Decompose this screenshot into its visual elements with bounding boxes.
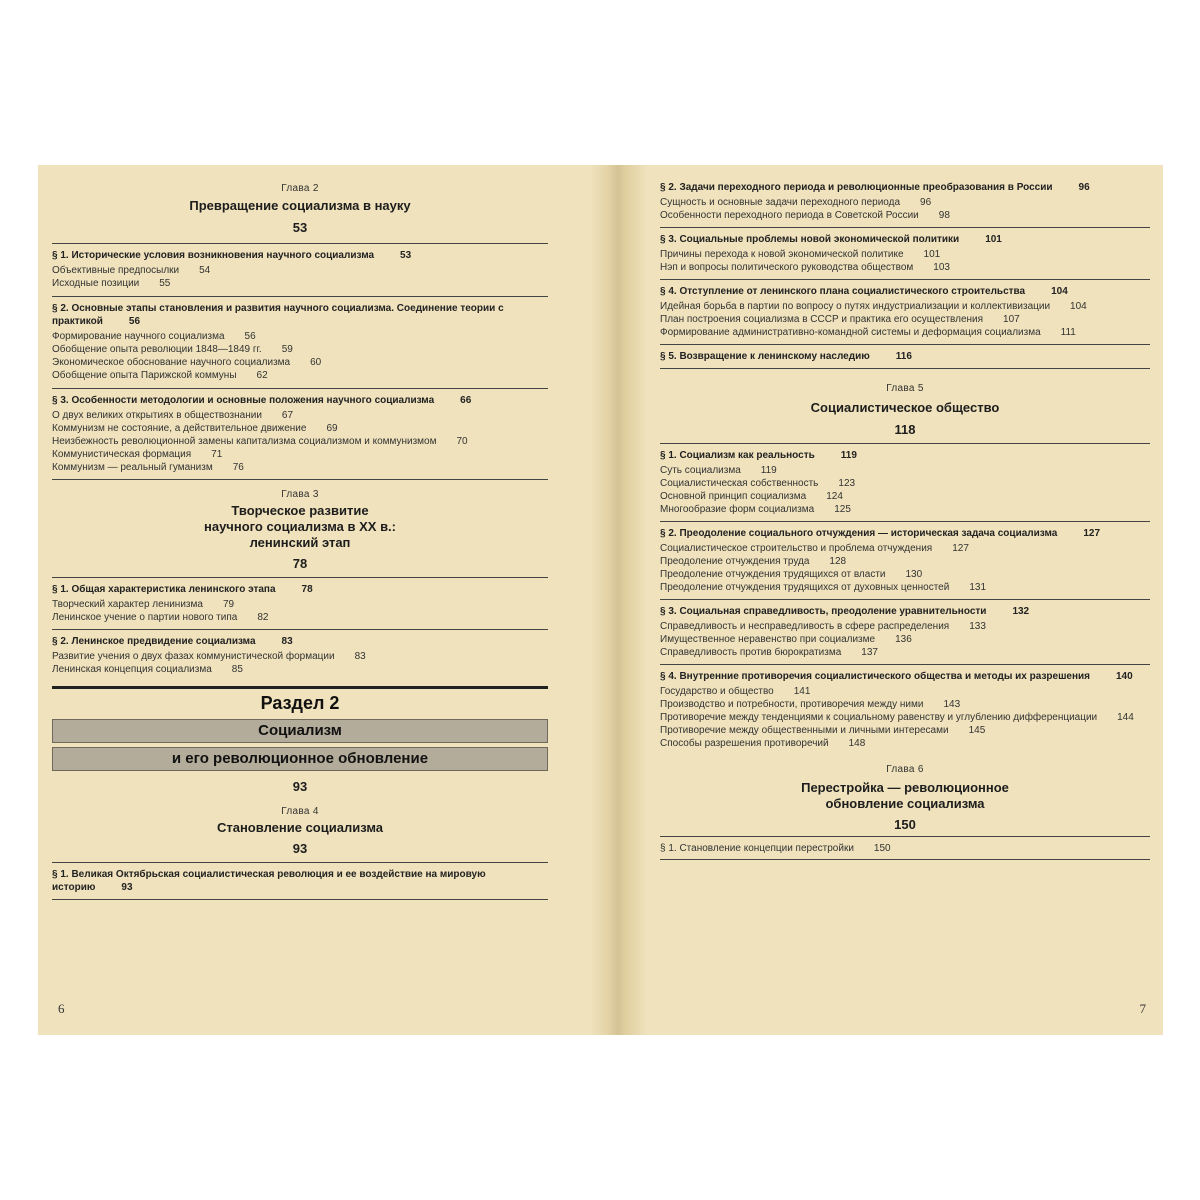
chapter-page: 150 [894,817,916,832]
toc-entry: Имущественное неравенство при социализме 136 [660,634,912,645]
book-gutter [591,165,647,1035]
toc-entry: Особенности переходного периода в Советской России 98 [660,210,950,221]
toc-entry: Производство и потребности, противоречия между ними 143 [660,699,961,710]
toc-entry: Преодоление отчуждения труда 128 [660,556,847,567]
part-page: 93 [292,779,308,794]
toc-entry: Формирование научного социализма 56 [52,331,256,342]
toc-entry: Способы разрешения противоречий 148 [660,738,866,749]
toc-entry: Нэп и вопросы политического руководства обществом 103 [660,262,950,273]
toc-entry: Коммунистическая формация 71 [52,449,223,460]
chapter-label: Глава 5 [886,383,924,394]
chapter-label: Глава 3 [281,489,319,500]
toc-entry: О двух великих открытиях в обществознании 67 [52,410,294,421]
toc-entry: Идейная борьба в партии по вопросу о путях индустриализации и коллективизации 104 [660,301,1087,312]
part-subtitle-band: Социализм [52,719,548,743]
left-page [52,165,548,1035]
section-heading: § 1. Великая Октябрьская социалистическая революция и ее воздействие на мировую историю 93 [52,869,486,893]
section-heading: § 1. Социализм как реальность 119 [660,450,857,461]
section-heading: § 1. Общая характеристика ленинского этапа 78 [52,584,313,595]
toc-entry: Преодоление отчуждения трудящихся от духовных ценностей 131 [660,582,987,593]
chapter-label: Глава 4 [281,806,319,817]
toc-entry: Основной принцип социализма 124 [660,491,843,502]
part-subtitle-band: и его революционное обновление [52,747,548,771]
section-heading: § 2. Ленинское предвидение социализма 83 [52,636,293,647]
section-heading: § 4. Внутренние противоречия социалистического общества и методы их разрешения 140 [660,671,1133,682]
section-heading: § 2. Преодоление социального отчуждения — историческая задача социализма 127 [660,528,1101,539]
toc-entry: Ленинская концепция социализма 85 [52,664,243,675]
chapter-title-line: Творческое развитие [231,503,369,518]
toc-entry: Социалистическое строительство и проблема отчуждения 127 [660,543,969,554]
chapter-title: Превращение социализма в науку [189,198,411,213]
chapter-title: Становление социализма [216,820,384,835]
chapter-page: 93 [292,841,308,856]
section-heading: § 3. Социальные проблемы новой экономической политики 101 [660,234,1002,245]
toc-entry: Сущность и основные задачи переходного периода 96 [660,197,932,208]
chapter-label: Глава 6 [886,764,924,775]
toc-entry: Справедливость и несправедливость в сфере распределения 133 [660,621,986,632]
chapter-title-line: обновление социализма [825,796,985,811]
toc-entry: Противоречие между тенденциями к социальному равенству и углублению дифференциации 144 [660,712,1134,723]
toc-entry: План построения социализма в СССР и практика его осуществления 107 [660,314,1020,325]
chapter-title: Социалистическое общество [810,400,1000,415]
toc-entry: Суть социализма 119 [660,465,777,476]
divider [660,859,1150,860]
toc-entry: Формирование административно-командной системы и деформация социализма 111 [660,327,1076,338]
chapter-title-line: научного социализма в XX в.: [204,519,396,534]
section-heading: § 1. Исторические условия возникновения научного социализма 53 [52,250,412,261]
section-heading: § 1. Становление концепции перестройки 150 [660,843,891,854]
page-number: 6 [58,1001,65,1016]
toc-entry: Исходные позиции 55 [52,278,171,289]
section-heading: § 3. Социальная справедливость, преодоление уравнительности 132 [660,606,1030,617]
toc-entry: Обобщение опыта Парижской коммуны 62 [52,370,268,381]
section-heading: § 4. Отступление от ленинского плана социалистического строительства 104 [660,286,1068,297]
toc-entry: Коммунизм не состояние, а действительное движение 69 [52,423,338,434]
part-title: Раздел 2 [260,693,340,713]
section-heading: § 2. Основные этапы становления и развития научного социализма. Соединение теории с практикой 56 [52,303,504,327]
section-heading: § 5. Возвращение к ленинскому наследию 116 [660,351,912,362]
page-number: 7 [1139,1001,1146,1016]
right-page [660,165,1150,1035]
toc-entry: Ленинское учение о партии нового типа 82 [52,612,269,623]
chapter-label: Глава 2 [281,183,319,194]
toc-entry: Преодоление отчуждения трудящихся от власти 130 [660,569,923,580]
toc-entry: Развитие учения о двух фазах коммунистической формации 83 [52,651,366,662]
toc-entry: Объективные предпосылки 54 [52,265,211,276]
toc-entry: Творческий характер ленинизма 79 [52,599,235,610]
section-heading: § 3. Особенности методологии и основные положения научного социализма 66 [52,395,472,406]
chapter-title-line: ленинский этап [249,535,351,550]
book-spread [38,165,1163,1035]
toc-entry: Противоречие между общественными и личными интересами 145 [660,725,986,736]
toc-entry: Обобщение опыта революции 1848—1849 гг. 59 [52,344,293,355]
toc-entry: Справедливость против бюрократизма 137 [660,647,878,658]
toc-entry: Экономическое обоснование научного социализма 60 [52,357,322,368]
chapter-page: 53 [292,220,308,235]
divider [52,899,548,900]
toc-entry: Коммунизм — реальный гуманизм 76 [52,462,244,473]
toc-entry: Многообразие форм социализма 125 [660,504,851,515]
toc-entry: Государство и общество 141 [660,686,811,697]
section-heading: § 2. Задачи переходного периода и революционные преобразования в России 96 [660,182,1090,193]
chapter-page: 78 [292,556,308,571]
toc-entry: Неизбежность революционной замены капитализма социализмом и коммунизмом 70 [52,436,468,447]
toc-entry: Социалистическая собственность 123 [660,478,856,489]
toc-entry: Причины перехода к новой экономической политике 101 [660,249,941,260]
chapter-page: 118 [894,422,916,437]
chapter-title-line: Перестройка — революционное [801,780,1009,795]
